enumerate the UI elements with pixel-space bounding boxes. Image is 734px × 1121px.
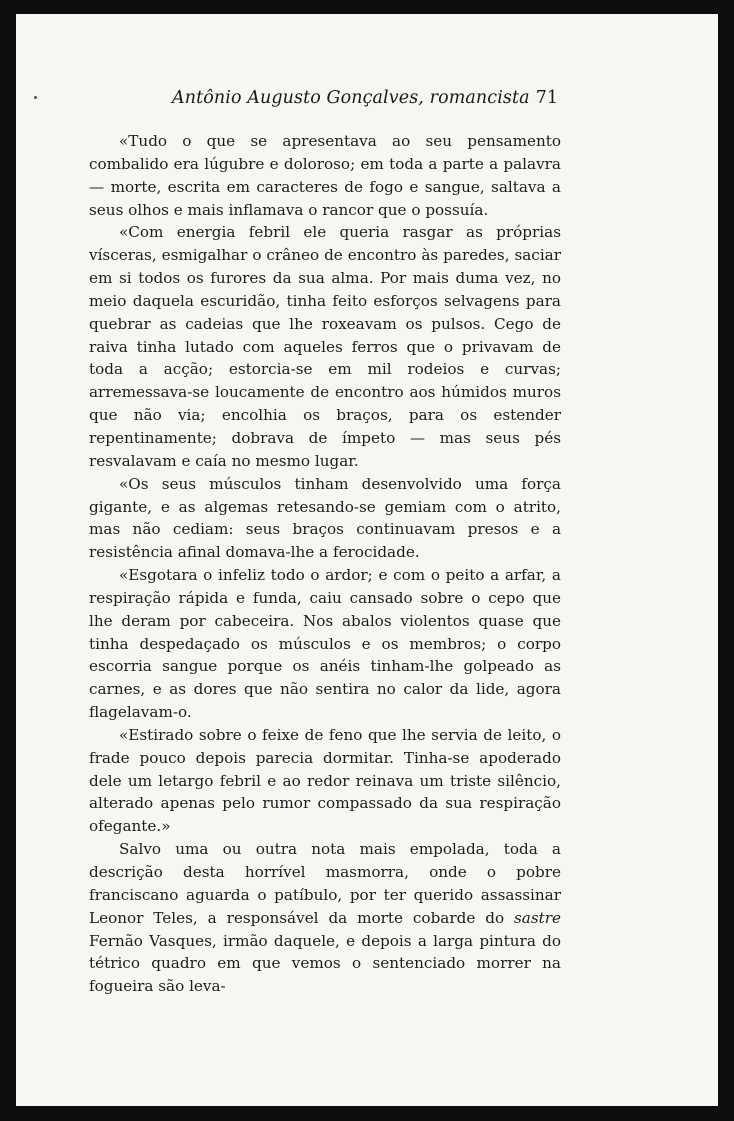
paragraph: «Com energia febril ele queria rasgar as próprias vísceras, esmigalhar o crâneo de encontro às paredes, saciar em si todos os furores da sua alma. Por mais duma vez, no meio daquela escuridão, tinha feito esforços selvagens para quebrar as cadeias que lhe roxeavam os pulsos. Cego de raiva tinha lutado com aqueles ferros que o privavam de toda a acção; estorcia-se em mil rodeios e curvas; arremessava-se loucamente de encontro aos húmidos muros que não via; encolhia os braços, para os estender repentinamente; dobrava de ímpeto — mas seus pés resvalavam e caía no mesmo lugar. — [89, 223, 561, 470]
italic-word: sastre — [514, 908, 561, 927]
paragraph-last-after: Fernão Vasques, irmão daquele, e depois a larga pintura do tétrico quadro em que vemos o sentenciado morrer na fogueira são leva- — [89, 931, 561, 996]
paragraph: «Esgotara o infeliz todo o ardor; e com o peito a arfar, a respiração rápida e funda, caiu cansado sobre o cepo que lhe deram por cabeceira. Nos abalos violentos quase que tinha despedaçado os músculos e os membros; o corpo escorria sangue porque os anéis tinham-lhe golpeado as carnes, e as dores que não sentira no calor da lide, agora flagelavam-o. — [89, 566, 561, 722]
paragraph-last-before: Salvo uma ou outra nota mais empolada, toda a descrição desta horrível masmorra, onde o pobre franciscano aguarda o patíbulo, por ter querido assassinar Leonor Teles, a responsável da morte cobarde do — [89, 840, 561, 927]
body-text — [89, 130, 561, 998]
paragraph-last — [89, 838, 561, 998]
page-number: 71 — [535, 88, 558, 108]
running-header — [172, 88, 562, 114]
paragraph: «Estirado sobre o feixe de feno que lhe servia de leito, o frade pouco depois parecia dormitar. Tinha-se apoderado dele um letargo febril e ao redor reinava um triste silêncio, alterado apenas pelo rumor compassado da sua respiração ofegante.» — [89, 725, 561, 836]
paragraph: «Os seus músculos tinham desenvolvido uma força gigante, e as algemas retesando-se gemiam com o atrito, mas não cediam: seus braços continuavam presos e a resistência afinal domava-lhe a ferocidade. — [89, 474, 561, 562]
running-title: Antônio Augusto Gonçalves, romancista — [172, 88, 530, 108]
stray-speck — [34, 96, 37, 99]
paragraph: «Tudo o que se apresentava ao seu pensamento combalido era lúgubre e doloroso; em toda a parte a palavra — morte, escrita em caracteres de fogo e sangue, saltava a seus olhos e mais inflamava o rancor que o possuía. — [89, 132, 561, 219]
